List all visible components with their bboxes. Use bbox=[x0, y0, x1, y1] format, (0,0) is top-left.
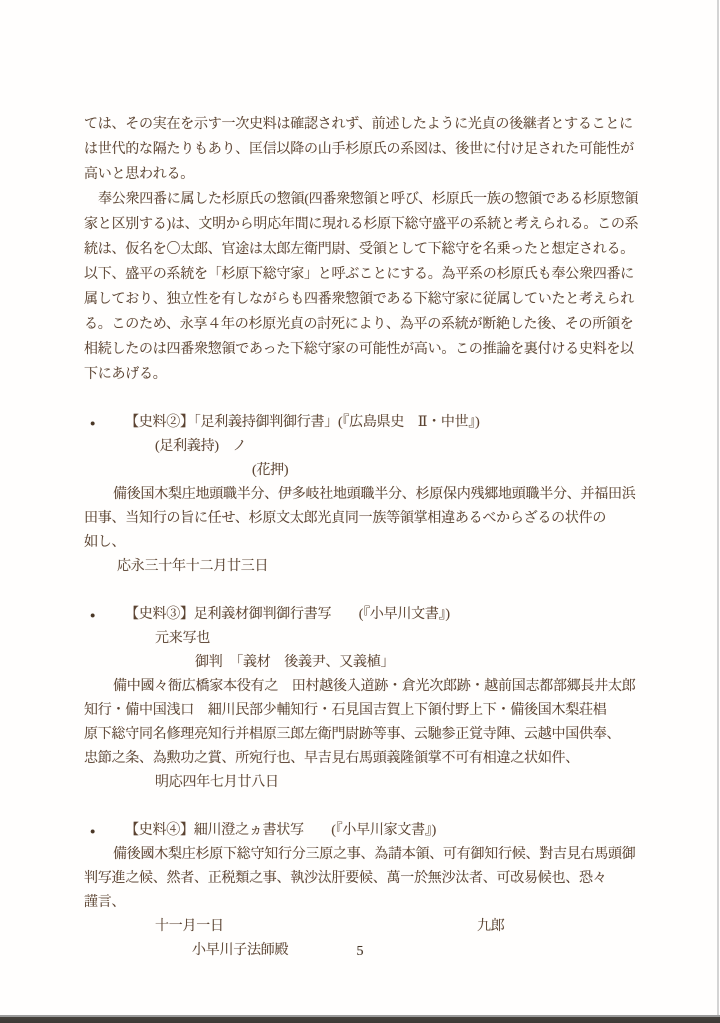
text-line: 御判 「義材 後義尹、又義植」 bbox=[195, 655, 395, 670]
bullet-icon: ● bbox=[90, 610, 96, 620]
text-line: 家と区別する)は、文明から明応年間に現れる杉原下総守盛平の系統と考えられる。この系 bbox=[84, 217, 639, 232]
text-line: 謹言、 bbox=[84, 895, 126, 910]
text-line: 元来写也 bbox=[155, 631, 210, 646]
source-heading: 【史料③】足利義材御判御行書写 (『小早川文書』) bbox=[125, 607, 450, 622]
source-excerpt-4 bbox=[84, 819, 644, 963]
text-line: 属しており、独立性を有しながらも四番衆惣領である下総守家に従属していたと考えられ bbox=[84, 292, 634, 307]
text-line: 統は、仮名を〇太郎、官途は太郎左衛門尉、受領として下総守を名乗ったと想定される。 bbox=[84, 242, 634, 257]
text-line: ては、その実在を示す一次史料は確認されず、前述したように光貞の後継者とすることに bbox=[84, 117, 633, 132]
text-line: 田事、当知行の旨に任せ、杉原文太郎光貞同一族等領掌相違あるべからざるの状件の bbox=[84, 511, 607, 526]
text-line: 下にあげる。 bbox=[84, 367, 167, 382]
page-number: 5 bbox=[356, 944, 364, 959]
document-body bbox=[84, 112, 644, 963]
text-line: 以下、盛平の系統を「杉原下総守家」と呼ぶことにする。為平系の杉原氏も奉公衆四番に bbox=[84, 267, 634, 282]
text-line: 判写進之候、然者、正税類之事、執沙汰肝要候、萬一於無沙汰者、可改易候也、恐々 bbox=[84, 871, 607, 886]
paragraph-1 bbox=[84, 112, 644, 187]
scan-bottom-bar bbox=[0, 1015, 720, 1023]
addressee: 小早川子法師殿 bbox=[192, 943, 289, 958]
source-excerpt-3 bbox=[84, 603, 644, 795]
paragraph-2 bbox=[84, 187, 644, 387]
document-date: 応永三十年十二月廿三日 bbox=[117, 559, 269, 574]
source-heading: 【史料④】細川澄之ヵ書状写 (『小早川家文書』) bbox=[125, 823, 437, 838]
text-line: 備中國々衙広橋家本役有之 田村越後入道跡・倉光次郎跡・越前国志都部郷長井太郎 bbox=[113, 679, 636, 694]
kao-mark: (花押) bbox=[252, 463, 289, 478]
text-line: 如し、 bbox=[84, 535, 126, 550]
document-date: 十一月一日 bbox=[155, 919, 224, 934]
text-line: 奉公衆四番に属した杉原氏の惣領(四番衆惣領と呼び、杉原氏一族の惣領である杉原惣領 bbox=[98, 192, 639, 207]
text-line: 原下総守同名修理亮知行并椙原三郎左衛門尉跡等事、云馳参正覚寺陣、云越中国供奉、 bbox=[84, 727, 621, 742]
source-excerpt-2 bbox=[84, 411, 644, 579]
source-heading: 【史料②】「足利義持御判御行書」(『広島県史 Ⅱ・中世』) bbox=[125, 415, 480, 430]
text-line: 相続したのは四番衆惣領であった下総守家の可能性が高い。この推論を裏付ける史料を以 bbox=[84, 342, 634, 357]
date-signer-row bbox=[84, 915, 644, 939]
text-line: 知行・備中国浅口 細川民部少輔知行・石見国吉賀上下領付野上下・備後国木梨荘椙 bbox=[84, 703, 607, 718]
text-line: (足利義持) ノ bbox=[155, 439, 247, 454]
text-line: る。このため、永享４年の杉原光貞の討死により、為平の系統が断絶した後、その所領を bbox=[84, 317, 634, 332]
document-date: 明応四年七月廿八日 bbox=[155, 775, 279, 790]
text-line: 高いと思われる。 bbox=[84, 167, 194, 182]
text-line: 備後国木梨庄地頭職半分、伊多岐社地頭職半分、杉原保内残郷地頭職半分、并福田浜 bbox=[113, 487, 636, 502]
signer-name: 九郎 bbox=[477, 919, 505, 934]
bullet-icon: ● bbox=[90, 826, 96, 836]
scan-edge-shadow bbox=[717, 0, 719, 1015]
text-line: 備後國木梨庄杉原下総守知行分三原之事、為請本領、可有御知行候、對吉見右馬頭御 bbox=[113, 847, 636, 862]
bullet-icon: ● bbox=[90, 418, 96, 428]
text-line: は世代的な隔たりもあり、匡信以降の山手杉原氏の系図は、後世に付け足された可能性が bbox=[84, 142, 634, 157]
text-line: 忠節之条、為勲功之賞、所宛行也、早吉見右馬頭義隆領掌不可有相違之状如件、 bbox=[84, 751, 579, 766]
